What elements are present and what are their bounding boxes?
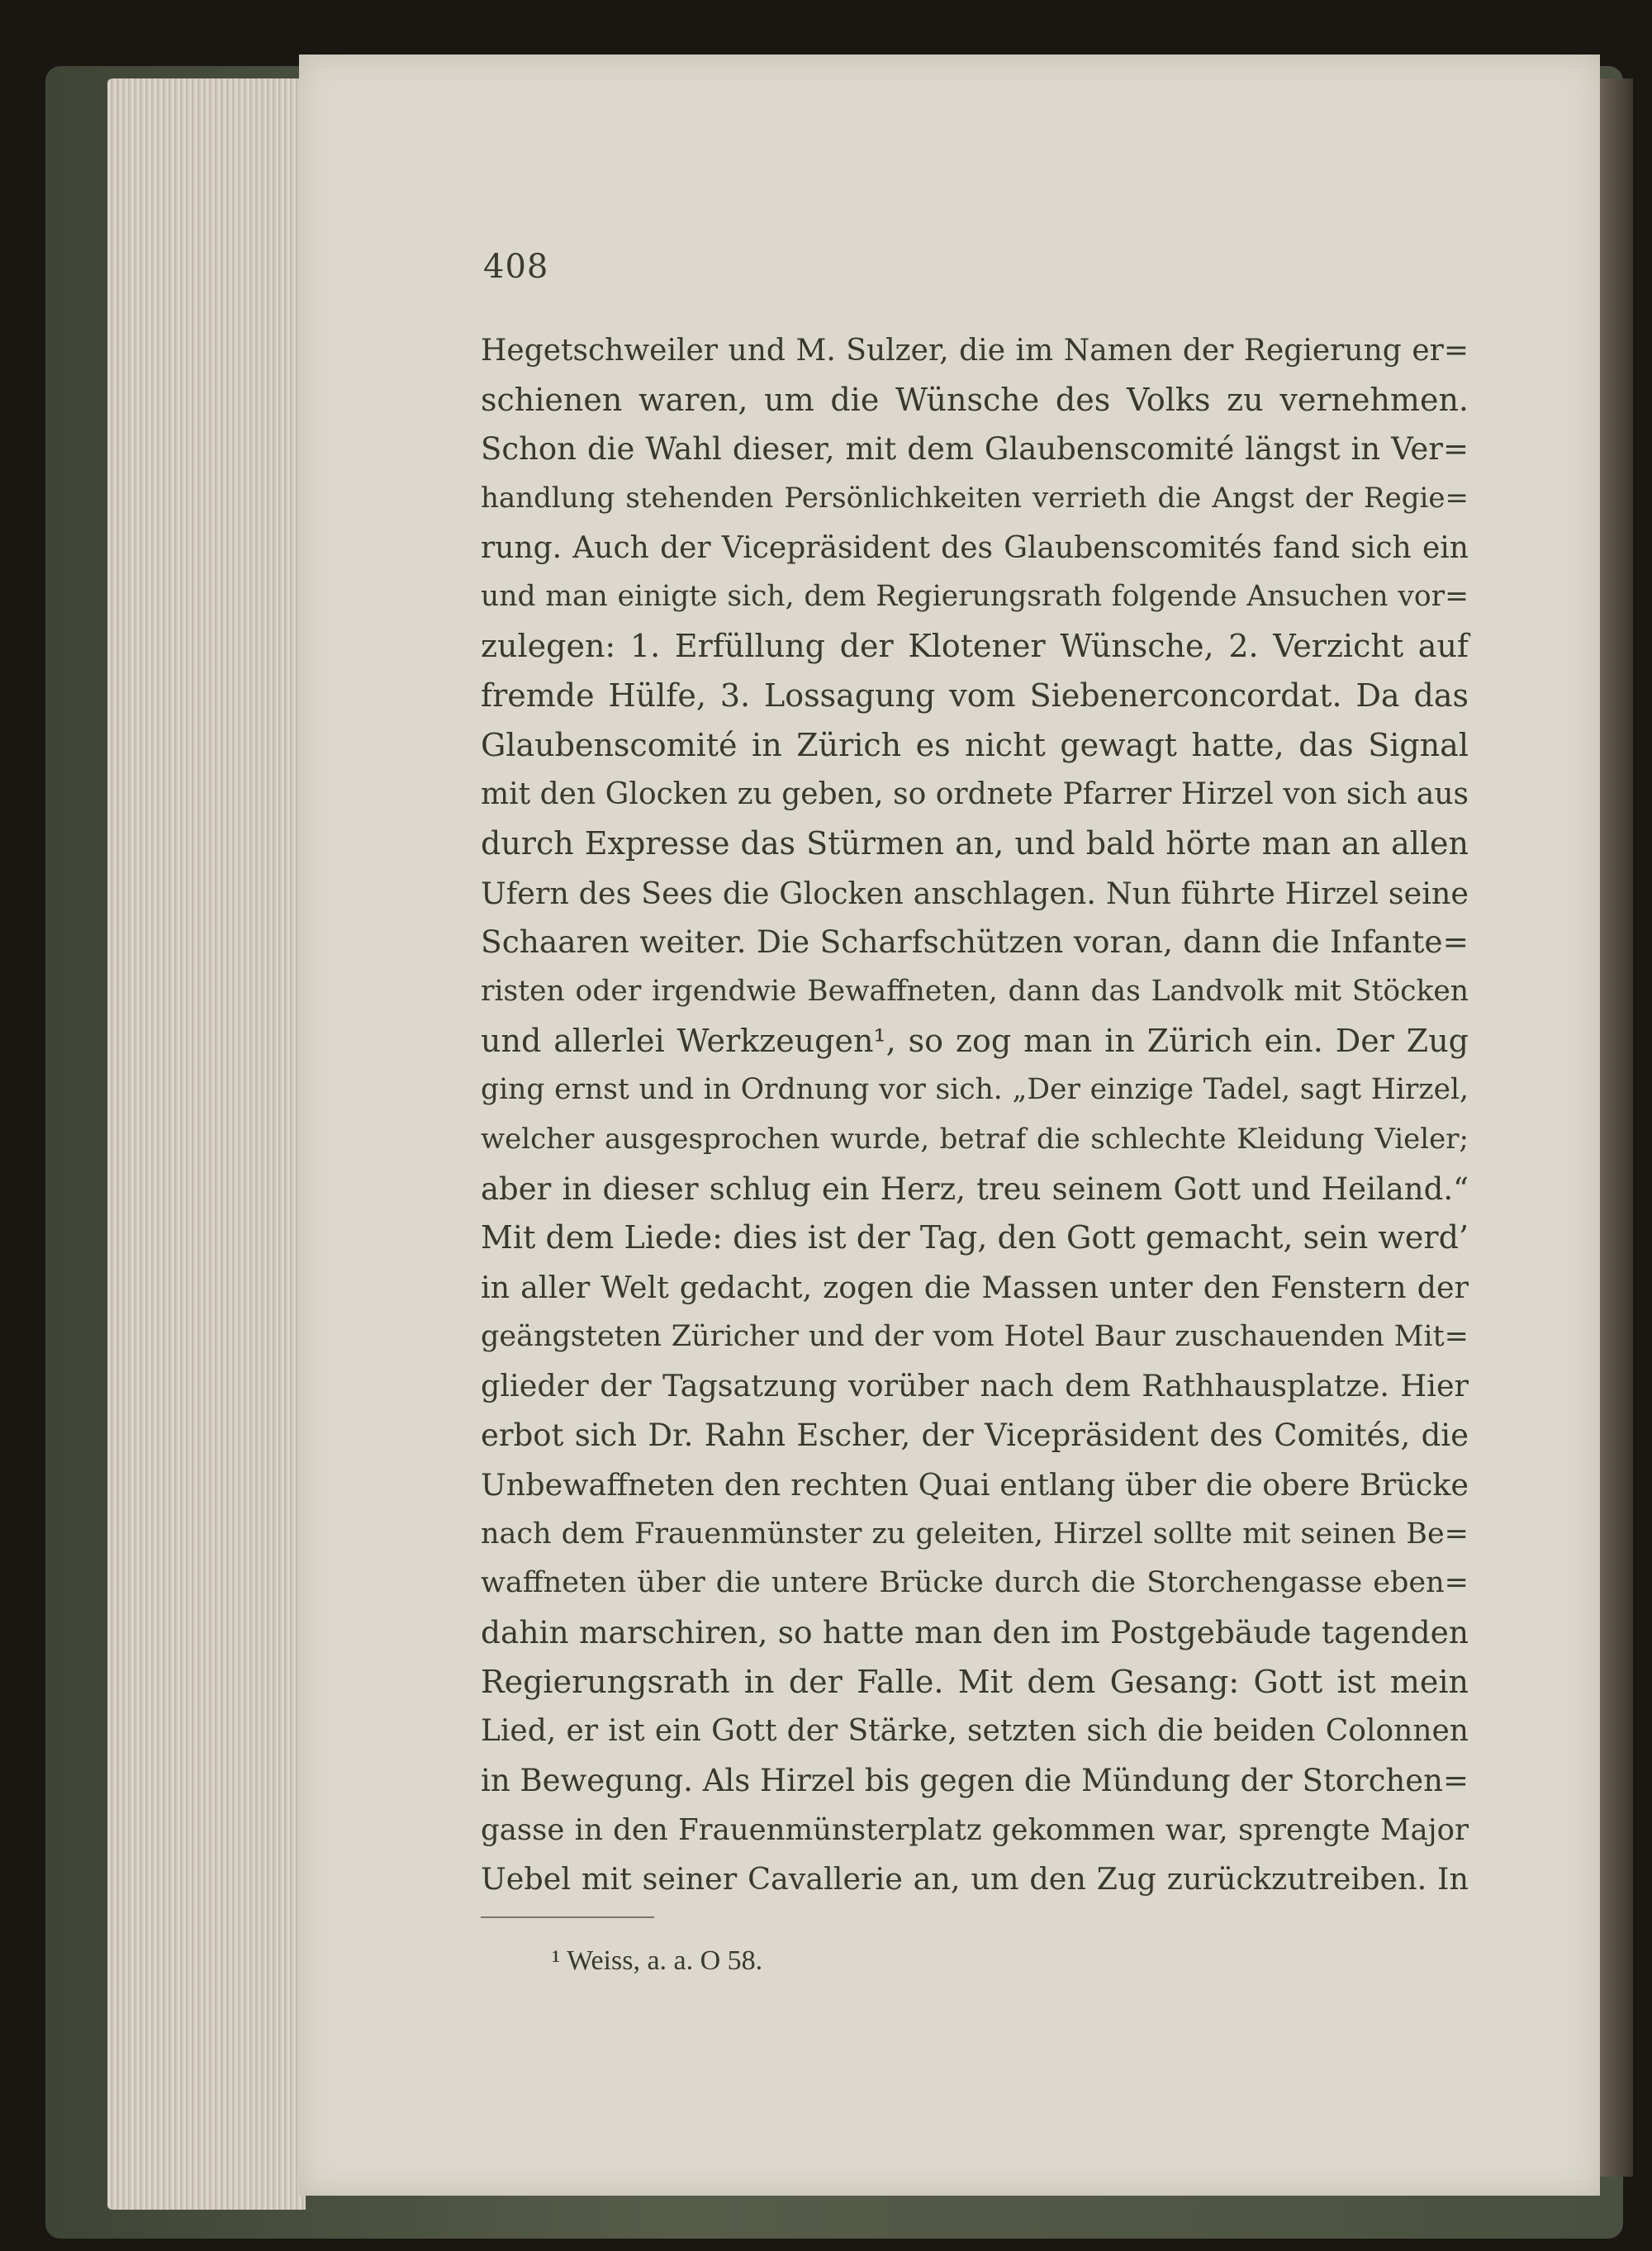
text-line: Hegetschweiler und M. Sulzer, die im Namen der Regierung er= (481, 334, 1469, 368)
text-line: erbot sich Dr. Rahn Escher, der Vicepräsident des Comités, die (481, 1418, 1469, 1454)
text-line: nach dem Frauenmünster zu geleiten, Hirzel sollte mit seinen Be= (481, 1517, 1469, 1551)
text-line: in aller Welt gedacht, zogen die Massen unter den Fenstern der (481, 1270, 1469, 1306)
text-line: risten oder irgendwie Bewaffneten, dann das Landvolk mit Stöcken (481, 974, 1469, 1008)
text-line: Unbewaffneten den rechten Quai entlang über die obere Brücke (481, 1466, 1469, 1503)
body-text (481, 326, 1469, 1904)
text-line: Schaaren weiter. Die Scharfschützen voran, dann die Infante= (481, 924, 1469, 961)
text-line: gasse in den Frauenmünsterplatz gekommen war, sprengte Major (481, 1812, 1469, 1847)
facing-page-edge (1600, 78, 1633, 2177)
text-line: Uebel mit seiner Cavallerie an, um den Zug zurückzutreiben. In (481, 1861, 1469, 1897)
text-line: ging ernst und in Ordnung vor sich. „Der einzige Tadel, sagt Hirzel, (481, 1073, 1469, 1107)
text-line: aber in dieser schlug ein Herz, treu seinem Gott und Heiland.“ (481, 1171, 1469, 1207)
text-line: zulegen: 1. Erfüllung der Klotener Wünsche, 2. Verzicht auf (481, 628, 1469, 665)
page-edges (107, 78, 306, 2210)
text-line: handlung stehenden Persönlichkeiten verrieth die Angst der Regie= (481, 482, 1469, 515)
text-line: mit den Glocken zu geben, so ordnete Pfarrer Hirzel von sich aus (481, 777, 1469, 812)
footnote: ¹ Weiss, a. a. O 58. (552, 1945, 763, 1976)
text-line: Glaubenscomité in Zürich es nicht gewagt hatte, das Signal (481, 726, 1469, 763)
text-line: in Bewegung. Als Hirzel bis gegen die Mündung der Storchen= (481, 1762, 1469, 1798)
text-line: Lied, er ist ein Gott der Stärke, setzten sich die beiden Colonnen (481, 1714, 1469, 1749)
text-line: durch Expresse das Stürmen an, und bald hörte man an allen (481, 824, 1469, 862)
text-line: waffneten über die untere Brücke durch die Storchengasse eben= (481, 1566, 1469, 1600)
footnote-divider (481, 1916, 654, 1918)
text-line: rung. Auch der Vicepräsident des Glaubenscomités fand sich ein (481, 530, 1469, 565)
text-line: Ufern des Sees die Glocken anschlagen. Nun führte Hirzel seine (481, 875, 1469, 911)
text-line: dahin marschiren, so hatte man den im Postgebäude tagenden (481, 1613, 1469, 1650)
text-line: welcher ausgesprochen wurde, betraf die schlechte Kleidung Vieler; (481, 1123, 1469, 1156)
text-line: glieder der Tagsatzung vorüber nach dem Rathhausplatze. Hier (481, 1368, 1469, 1404)
text-line: und allerlei Werkzeugen¹, so zog man in Zürich ein. Der Zug (481, 1022, 1469, 1059)
page-number: 408 (483, 248, 549, 286)
text-line: Mit dem Liede: dies ist der Tag, den Gott gemacht, sein werd’ (481, 1219, 1469, 1256)
text-line: geängsteten Züricher und der vom Hotel Baur zuschauenden Mit= (481, 1319, 1469, 1353)
text-line: fremde Hülfe, 3. Lossagung vom Siebenerconcordat. Da das (481, 677, 1469, 714)
text-line: Schon die Wahl dieser, mit dem Glaubenscomité längst in Ver= (481, 431, 1469, 468)
text-line: schienen waren, um die Wünsche des Volks zu vernehmen. (481, 381, 1469, 418)
text-line: Regierungsrath in der Falle. Mit dem Gesang: Gott ist mein (481, 1663, 1469, 1700)
text-line: und man einigte sich, dem Regierungsrath folgende Ansuchen vor= (481, 580, 1469, 614)
